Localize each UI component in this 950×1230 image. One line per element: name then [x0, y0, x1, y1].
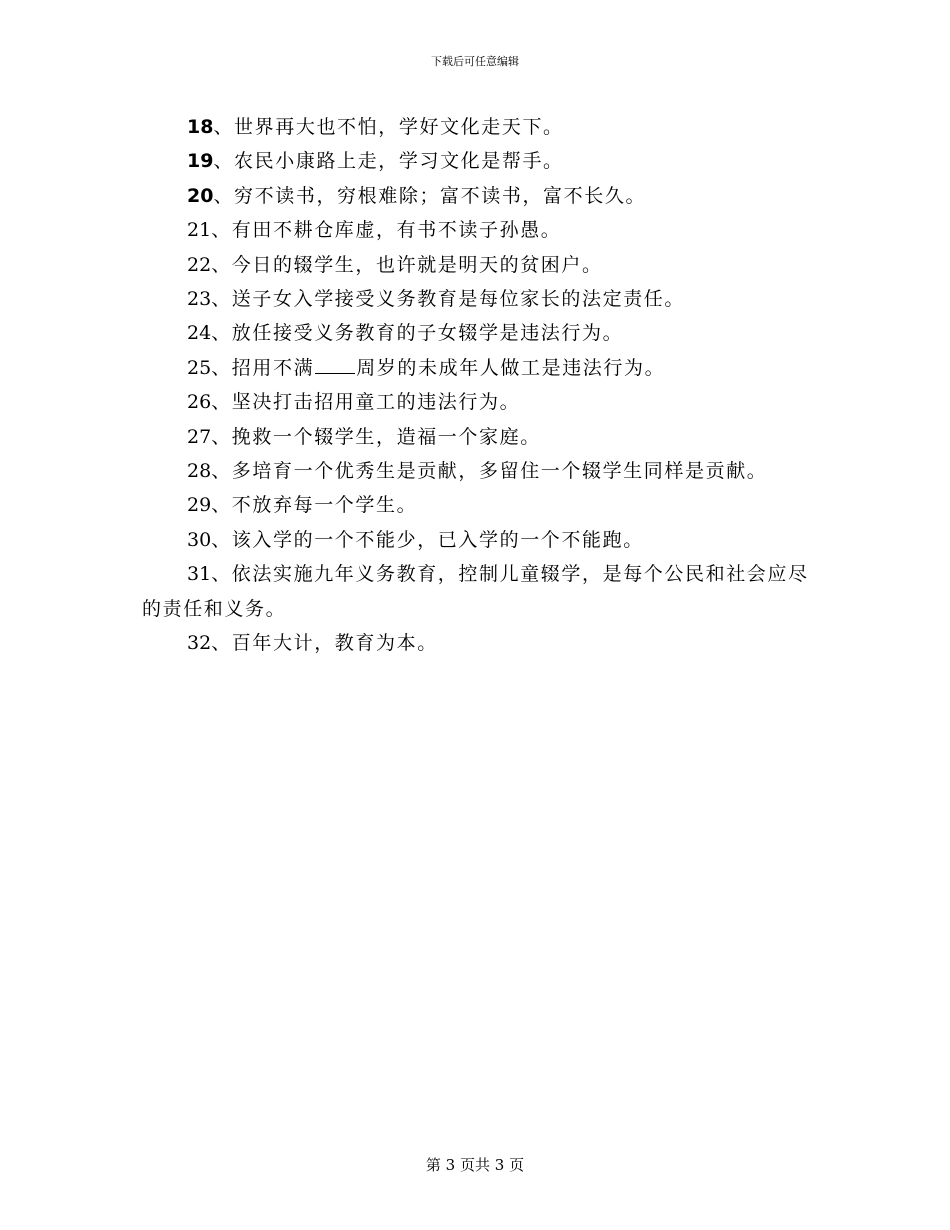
item-number: 19: [187, 150, 214, 173]
page-footer: 第 3 页共 3 页: [425, 1156, 525, 1174]
page-header: 下载后可任意编辑: [431, 55, 519, 68]
item-text: 、送子女入学接受义务教育是每位家长的法定责任。: [211, 288, 685, 311]
item-text: 、农民小康路上走，学习文化是帮手。: [213, 150, 564, 173]
item-number: 27: [187, 425, 212, 448]
item-text: 、该入学的一个不能少，已入学的一个不能跑。: [211, 528, 644, 551]
item-number: 30: [187, 528, 212, 551]
item-number: 29: [187, 494, 212, 517]
list-item: [142, 248, 812, 282]
list-item: [142, 488, 812, 522]
list-item: [142, 316, 812, 350]
item-number: 18: [187, 116, 214, 138]
document-body: [142, 110, 812, 661]
list-item: [142, 385, 812, 419]
item-number: 20: [187, 184, 214, 207]
item-number: 22: [187, 253, 212, 276]
item-text: 、放任接受义务教育的子女辍学是违法行为。: [211, 322, 624, 345]
list-item: [142, 213, 812, 247]
item-number: 25: [187, 356, 212, 379]
list-item: [142, 144, 812, 178]
item-text: 、世界再大也不怕，学好文化走天下。: [213, 116, 564, 138]
item-number: 26: [187, 391, 212, 414]
item-number: 23: [187, 288, 212, 311]
item-number: 31: [187, 563, 212, 586]
list-item: [142, 626, 812, 660]
list-item: [142, 351, 812, 385]
item-text: 、挽救一个辍学生，造福一个家庭。: [211, 425, 541, 448]
list-item: [142, 420, 812, 454]
item-number: 28: [187, 460, 212, 483]
list-item: [142, 557, 812, 626]
list-item: [142, 523, 812, 557]
item-number: 32: [187, 632, 212, 655]
item-text: 、今日的辍学生，也许就是明天的贫困户。: [211, 253, 603, 276]
item-number: 24: [187, 322, 212, 345]
list-item: [142, 110, 812, 144]
item-text: 、穷不读书，穷根难除；富不读书，富不长久。: [213, 184, 647, 207]
list-item: [142, 282, 812, 316]
item-text: 、依法实施九年义务教育，控制儿童辍学，是每个公民和社会应尽的责任和义务。: [142, 563, 809, 620]
list-item: [142, 454, 812, 488]
item-text: 、招用不满: [211, 356, 315, 379]
item-text: 、百年大计，教育为本。: [211, 632, 438, 655]
item-number: 21: [187, 219, 212, 242]
list-item: [142, 179, 812, 213]
fill-in-blank: [315, 357, 355, 374]
item-text: 周岁的未成年人做工是违法行为。: [356, 356, 666, 379]
item-text: 、有田不耕仓库虚，有书不读子孙愚。: [211, 219, 562, 242]
item-text: 、多培育一个优秀生是贡献，多留住一个辍学生同样是贡献。: [211, 460, 768, 483]
item-text: 、坚决打击招用童工的违法行为。: [211, 391, 521, 414]
item-text: 、不放弃每一个学生。: [211, 494, 418, 517]
